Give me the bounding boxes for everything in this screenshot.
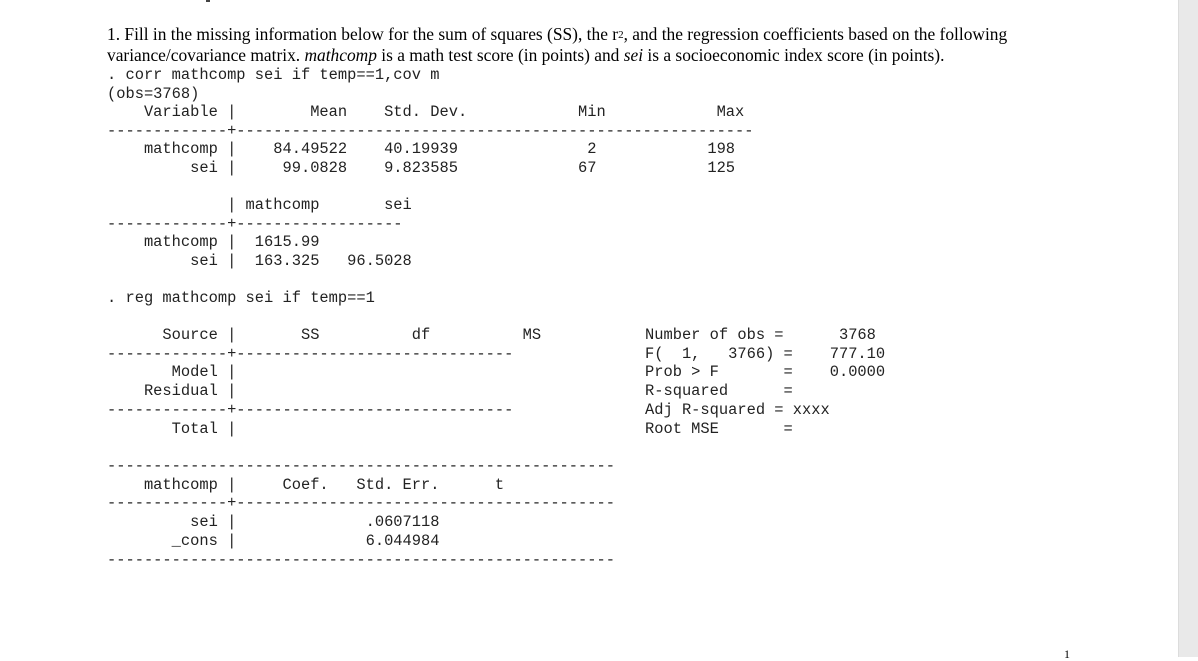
question-text: , and the regression coefficients based on the following xyxy=(623,24,1008,44)
obs-line: (obs=3768) xyxy=(107,85,200,103)
coefficient-table: ------------------------------------------------------- mathcomp | Coef. Std. Err. t -------------+----------------------------------------- sei | .0607118 _cons | 6.044984 ------------------------------------------------------- xyxy=(107,457,615,569)
corr-command: . corr mathcomp sei if temp==1,cov m xyxy=(107,66,440,84)
question-text: Fill in the missing information below for the sum of squares (SS), the r xyxy=(124,24,619,44)
page-number: 1 xyxy=(1064,647,1070,661)
reg-command: . reg mathcomp sei if temp==1 xyxy=(107,289,375,307)
model-stats-block: Number of obs = 3768 F( 1, 3766) = 777.10 Prob > F = 0.0000 R-squared = Adj R-squared = xxxx Root MSE = xyxy=(645,326,886,438)
variable-term: sei xyxy=(623,45,644,65)
summary-table: Variable | Mean Std. Dev. Min Max -------------+-------------------------------------------------------- mathcomp | 84.49522 40.19939 2 198 sei | 99.0828 9.823585 67 125 xyxy=(107,103,754,178)
superscript: 2 xyxy=(618,29,624,41)
covariance-table: | mathcomp sei -------------+------------------ mathcomp | 1615.99 sei | 163.325 96.5028 xyxy=(107,196,412,271)
page-top-mark xyxy=(206,0,210,2)
question-line-2 xyxy=(107,45,944,66)
question-text: is a socioeconomic index score (in points). xyxy=(643,45,945,65)
question-text: is a math test score (in points) and xyxy=(376,45,624,65)
variable-term: mathcomp xyxy=(304,45,377,65)
vertical-scrollbar[interactable] xyxy=(1178,0,1198,657)
question-number: 1. xyxy=(107,24,121,44)
question-line-1 xyxy=(107,24,1007,45)
question-text: variance/covariance matrix. xyxy=(107,45,305,65)
anova-table: Source | SS df MS -------------+------------------------------ Model | Residual | -------------+------------------------------ Total | xyxy=(107,326,542,438)
